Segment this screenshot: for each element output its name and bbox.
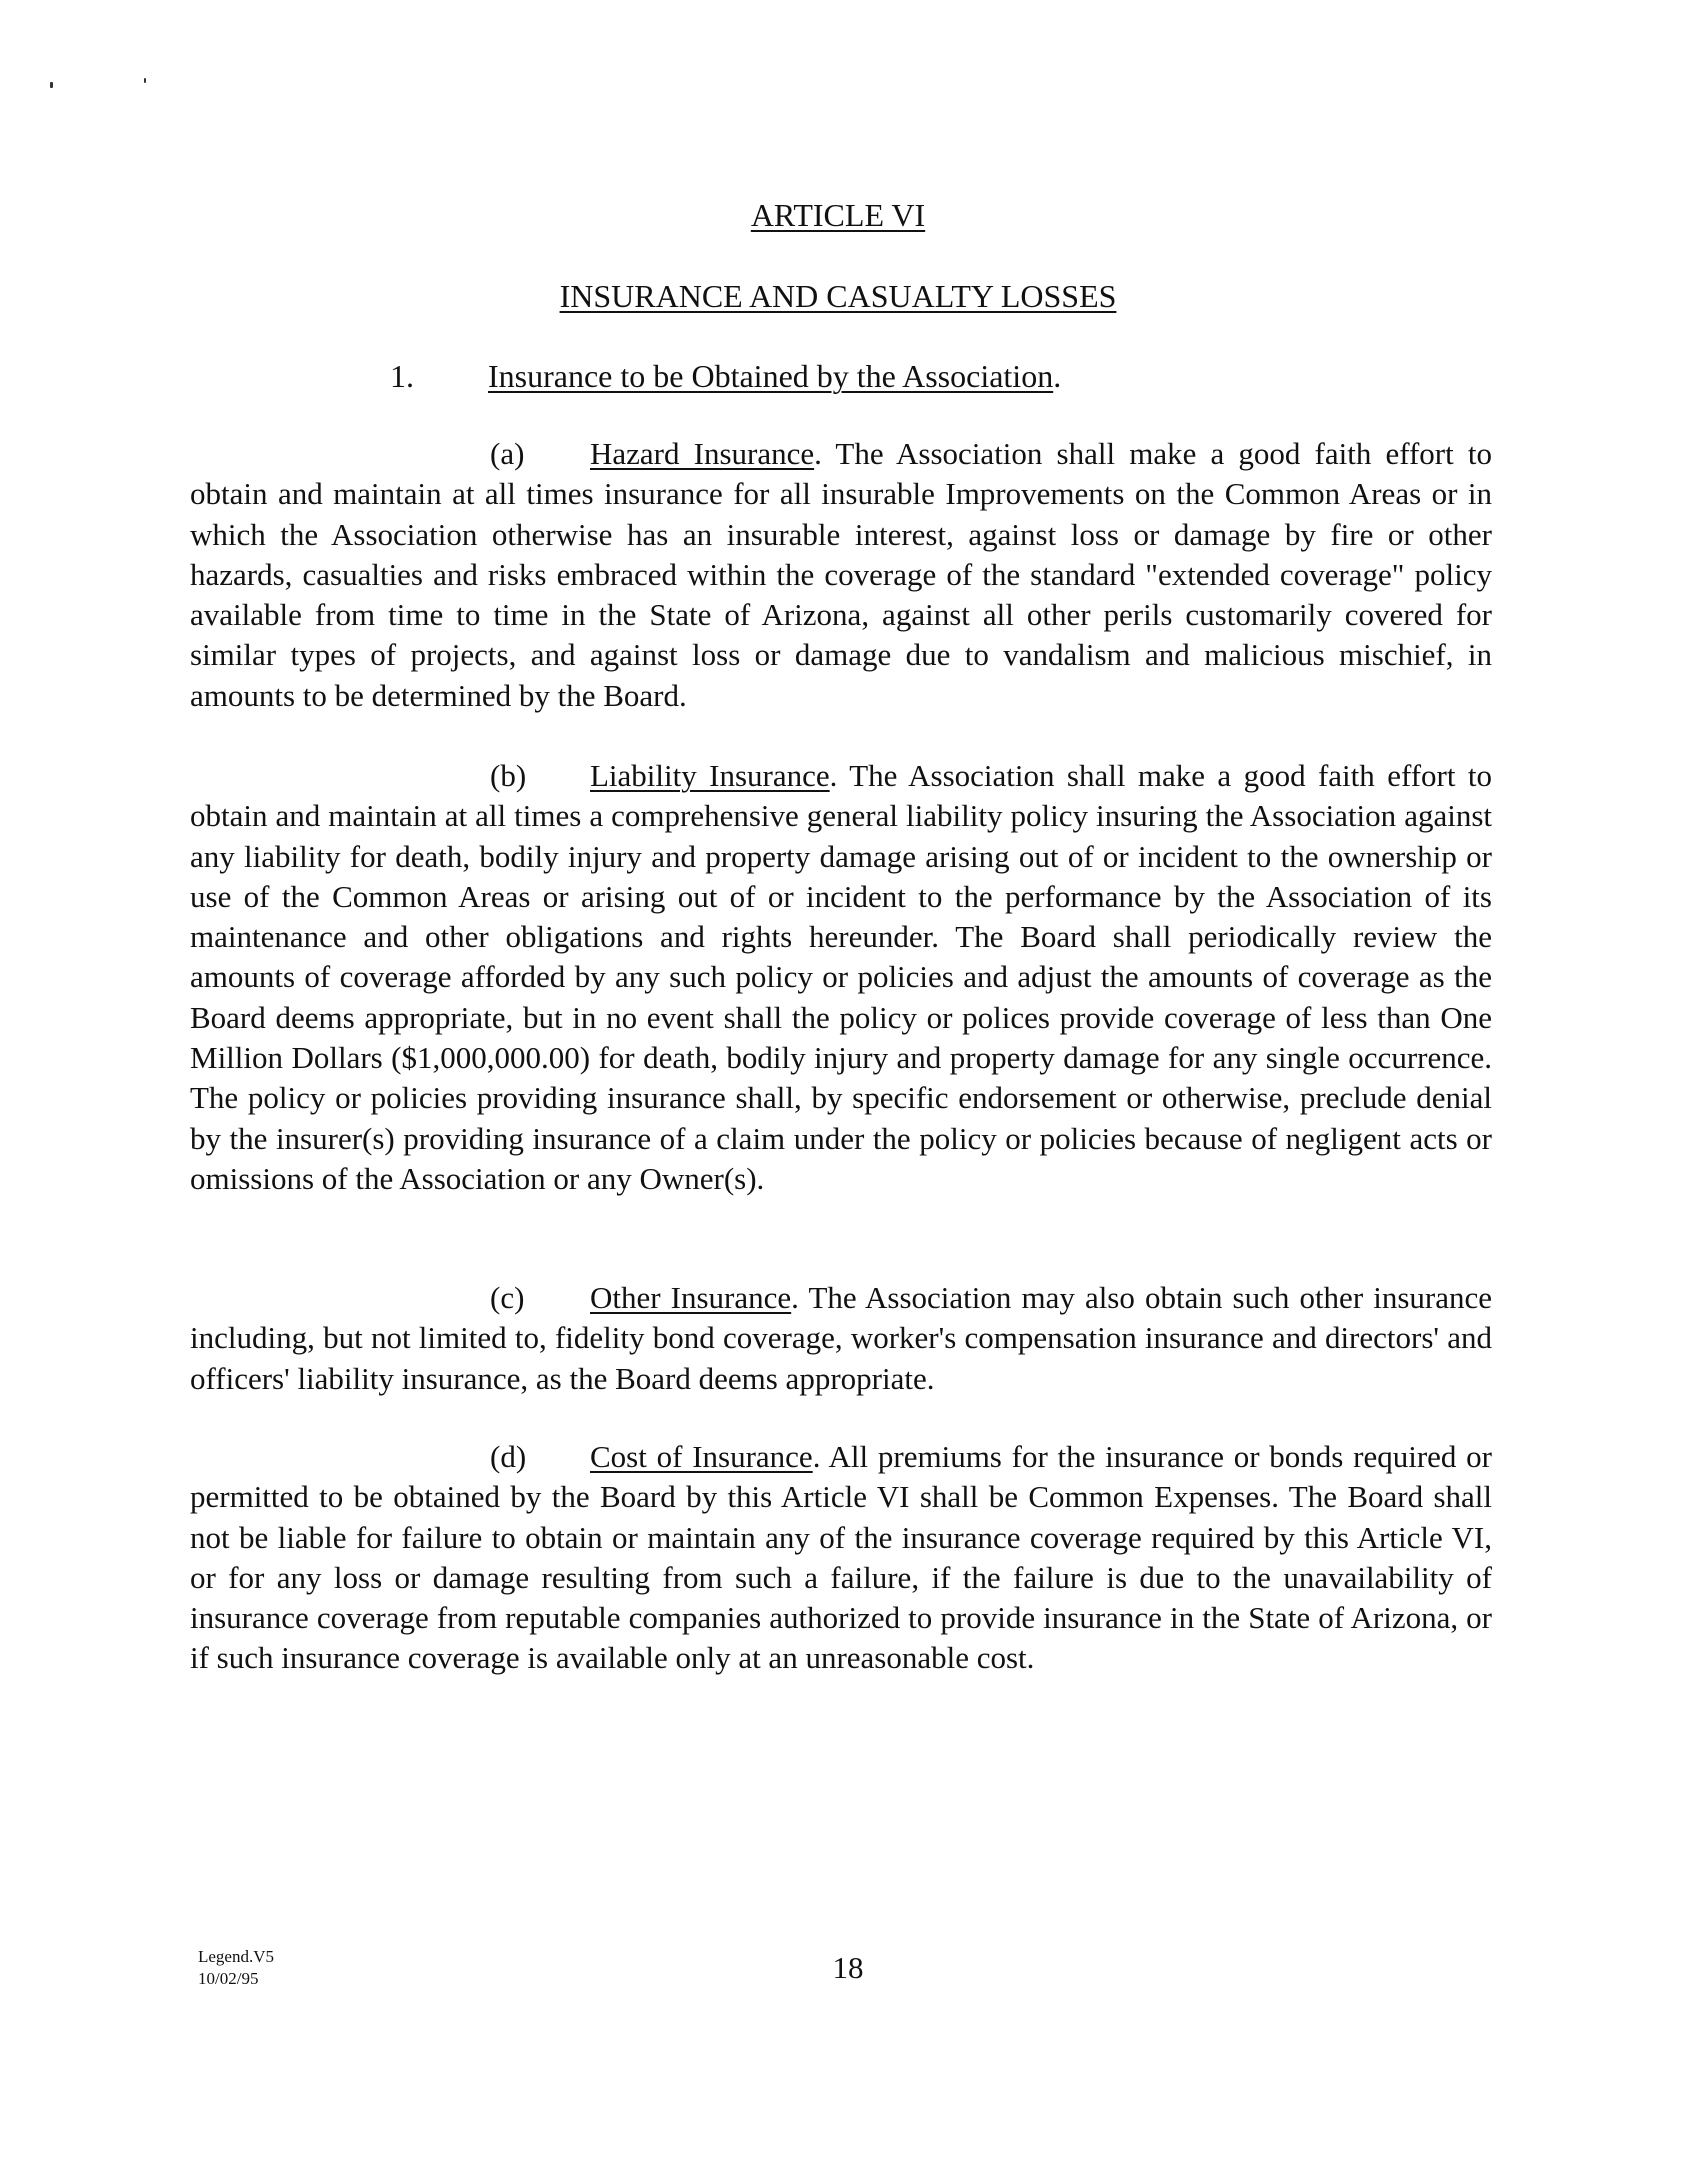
paragraph-heading: Liability Insurance [590,758,830,793]
paragraph-label: (b) [490,758,527,793]
paragraph-heading: Other Insurance [590,1280,792,1315]
paragraph-heading: Cost of Insurance [590,1439,813,1474]
paragraph-label: (a) [490,436,525,471]
section-number: 1. [390,358,414,394]
footer-legend-date: 10/02/95 [198,1969,259,1988]
footer-legend [198,1946,274,1990]
paragraph-heading: Hazard Insurance [590,436,815,471]
article-subtitle: INSURANCE AND CASUALTY LOSSES [559,278,1117,314]
footer-legend-version: Legend.V5 [198,1947,275,1966]
page-number: 18 [832,1950,864,1985]
paragraph-cost-of-insurance [190,1437,1492,1679]
section-title: Insurance to be Obtained by the Association [488,358,1054,394]
paragraph-liability-insurance [190,756,1492,1199]
paragraph-other-insurance [190,1278,1492,1399]
paragraph-label: (c) [490,1280,525,1315]
paragraph-text: . The Association shall make a good faith effort to obtain and maintain at all times a comprehensive general liability policy insuring the Association against any liability for death, bodily injury and property damage arising out of or incident to the ownership or use of the Common Areas or arising out of or incident to the performance by the Association of its maintenance and other obligations and rights hereunder. The Board shall periodically review the amounts of coverage afforded by any such policy or policies and adjust the amounts of coverage as the Board deems appropriate, but in no event shall the policy or polices provide coverage of less than One Million Dollars ($1,000,000.00) for death, bodily injury and property damage for any single occurrence. The policy or policies providing insurance shall, by specific endorsement or otherwise, preclude denial by the insurer(s) providing insurance of a claim under the policy or policies because of negligent acts or omissions of the Association or any Owner(s). [190,758,1492,1196]
section-heading: 1. Insurance to be Obtained by the Association. [390,358,1062,394]
paragraph-hazard-insurance [190,434,1492,716]
paragraph-text: . All premiums for the insurance or bonds required or permitted to be obtained by the Board by this Article VI shall be Common Expenses. The Board shall not be liable for failure to obtain or maintain any of the insurance coverage required by this Article VI, or for any loss or damage resulting from such a failure, if the failure is due to the unavailability of insurance coverage from reputable companies authorized to provide insurance in the State of Arizona, or if such insurance coverage is available only at an unreasonable cost. [190,1439,1493,1676]
paragraph-text: . The Association may also obtain such other insurance including, but not limited to, fidelity bond coverage, worker's compensation insurance and directors' and officers' liability insurance, as the Board deems appropriate. [190,1280,1493,1396]
article-title: ARTICLE VI [750,197,926,233]
paragraph-text: . The Association shall make a good faith effort to obtain and maintain at all times insurance for all insurable Improvements on the Common Areas or in which the Association otherwise has an insurable interest, against loss or damage by fire or other hazards, casualties and risks embraced within the coverage of the standard "extended coverage" policy available from time to time in the State of Arizona, against all other perils customarily covered for similar types of projects, and against loss or damage due to vandalism and malicious mischief, in amounts to be determined by the Board. [190,436,1492,713]
scan-speck [50,82,53,88]
scan-speck [144,78,146,83]
paragraph-label: (d) [490,1439,527,1474]
